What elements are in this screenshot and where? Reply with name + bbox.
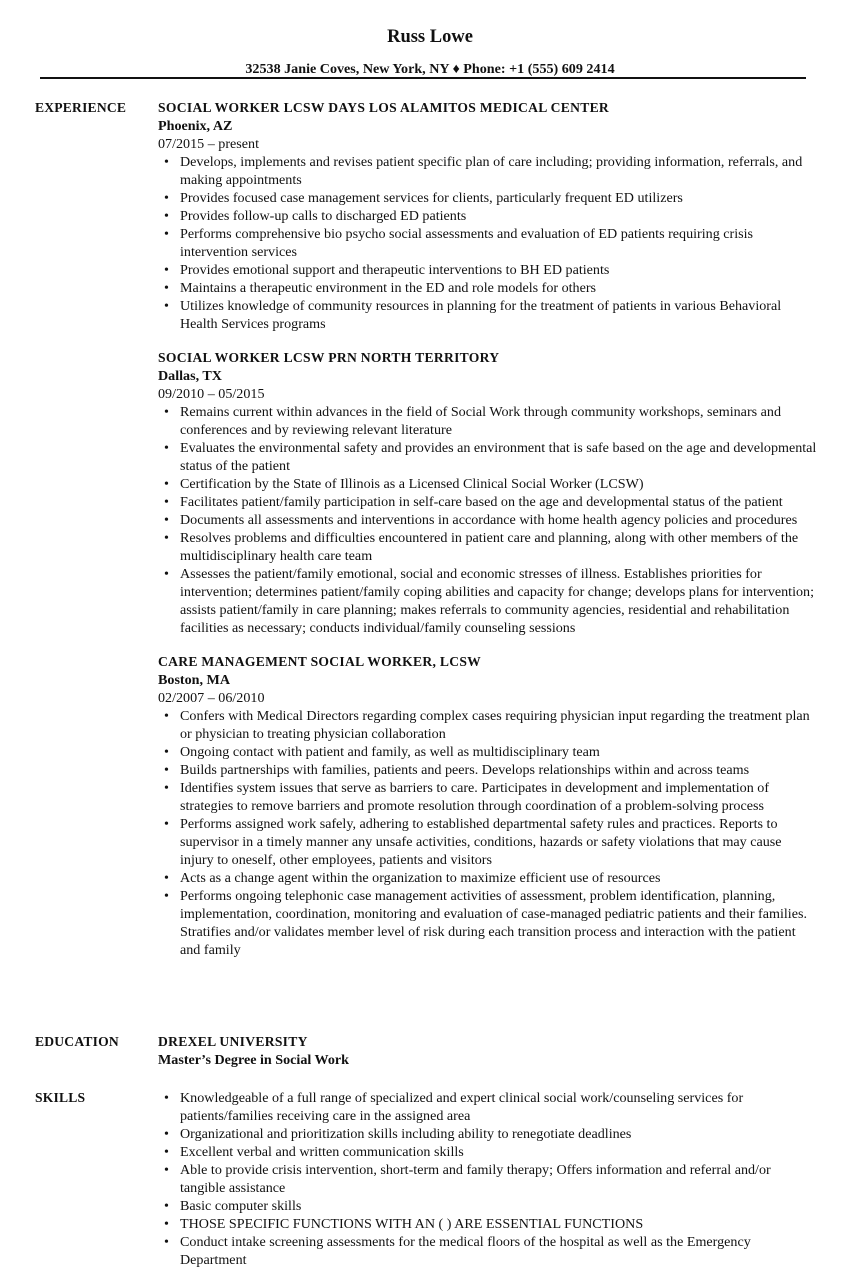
duty-item: • Acts as a change agent within the organization to maximize efficient use of resources xyxy=(158,869,818,887)
job-duties-list xyxy=(158,403,818,637)
skill-item: • Conduct intake screening assessments for the medical floors of the hospital as well as the Emergency Department xyxy=(158,1233,818,1269)
duty-item: • Builds partnerships with families, patients and peers. Develops relationships within and across teams xyxy=(158,761,818,779)
job-location: Dallas, TX xyxy=(158,368,222,384)
section-label-experience: EXPERIENCE xyxy=(35,100,127,115)
duty-item: • Evaluates the environmental safety and provides an environment that is safe based on the age and developmental status of the patient xyxy=(158,439,818,475)
duty-item: • Develops, implements and revises patient specific plan of care including; providing information, referrals, and making appointments xyxy=(158,153,818,189)
duty-item: • Assesses the patient/family emotional, social and economic stresses of illness. Establishes priorities for intervention; determines patient/family coping abilities and capacity for change; develops plans for intervention; assists patient/family in care planning; makes referrals to community agencies, residential and rehabilitation facilities as necessary; conducts individual/family counseling sessions xyxy=(158,565,818,637)
education-entry xyxy=(158,1033,818,1069)
job-location: Phoenix, AZ xyxy=(158,118,233,134)
job-title: SOCIAL WORKER LCSW PRN NORTH TERRITORY xyxy=(158,350,500,365)
duty-item: • Remains current within advances in the field of Social Work through community workshops, seminars and conferences and by reviewing relevant literature xyxy=(158,403,818,439)
job-duties-list xyxy=(158,153,818,333)
duty-item: • Resolves problems and difficulties encountered in patient care and planning, along with other members of the multidisciplinary health care team xyxy=(158,529,818,565)
job-title: CARE MANAGEMENT SOCIAL WORKER, LCSW xyxy=(158,654,482,669)
skill-item: • Basic computer skills xyxy=(158,1197,818,1215)
job-entry xyxy=(158,349,818,637)
duty-item: • Documents all assessments and interventions in accordance with home health agency policies and procedures xyxy=(158,511,818,529)
header-divider xyxy=(40,77,806,79)
duty-item: • Provides follow-up calls to discharged ED patients xyxy=(158,207,818,225)
job-dates: 02/2007 – 06/2010 xyxy=(158,690,265,706)
job-dates: 09/2010 – 05/2015 xyxy=(158,386,265,402)
duty-item: • Utilizes knowledge of community resources in planning for the treatment of patients in various Behavioral Health Services programs xyxy=(158,297,818,333)
candidate-name: Russ Lowe xyxy=(387,27,473,47)
job-entry xyxy=(158,99,818,333)
skill-item: • Able to provide crisis intervention, short-term and family therapy; Offers information and referral and/or tangible assistance xyxy=(158,1161,818,1197)
section-label-skills: SKILLS xyxy=(35,1090,86,1105)
duty-item: • Provides emotional support and therapeutic interventions to BH ED patients xyxy=(158,261,818,279)
duty-item: • Identifies system issues that serve as barriers to care. Participates in development and implementation of strategies to remove barriers and promote resolution through coordination of a problem-solving process xyxy=(158,779,818,815)
resume-header xyxy=(0,0,860,78)
school-name: DREXEL UNIVERSITY xyxy=(158,1034,308,1049)
experience-list xyxy=(158,99,818,959)
duty-item: • Ongoing contact with patient and family, as well as multidisciplinary team xyxy=(158,743,818,761)
degree: Master’s Degree in Social Work xyxy=(158,1052,350,1068)
duty-item: • Performs comprehensive bio psycho social assessments and evaluation of ED patients requiring crisis intervention services xyxy=(158,225,818,261)
job-dates: 07/2015 – present xyxy=(158,136,259,152)
contact-line: 32538 Janie Coves, New York, NY ♦ Phone: +1 (555) 609 2414 xyxy=(245,61,615,77)
skill-item: • Knowledgeable of a full range of specialized and expert clinical social work/counseling services for patients/families receiving care in the assigned area xyxy=(158,1089,818,1125)
skill-item: • THOSE SPECIFIC FUNCTIONS WITH AN ( ) ARE ESSENTIAL FUNCTIONS xyxy=(158,1215,818,1233)
job-title: SOCIAL WORKER LCSW DAYS LOS ALAMITOS MEDICAL CENTER xyxy=(158,100,610,115)
job-entry xyxy=(158,653,818,959)
skills-list xyxy=(158,1089,818,1269)
duty-item: • Maintains a therapeutic environment in the ED and role models for others xyxy=(158,279,818,297)
duty-item: • Certification by the State of Illinois as a Licensed Clinical Social Worker (LCSW) xyxy=(158,475,818,493)
duty-item: • Confers with Medical Directors regarding complex cases requiring physician input regarding the treatment plan or physician to treating physician collaboration xyxy=(158,707,818,743)
section-label-education: EDUCATION xyxy=(35,1034,119,1049)
duty-item: • Performs assigned work safely, adhering to established departmental safety rules and practices. Reports to supervisor in a timely manner any unsafe activities, conditions, hazards or safety violations that may cause injury to oneself, other employees, patients and visitors xyxy=(158,815,818,869)
skills-body xyxy=(158,1089,818,1269)
job-duties-list xyxy=(158,707,818,959)
job-location: Boston, MA xyxy=(158,672,231,688)
skill-item: • Organizational and prioritization skills including ability to renegotiate deadlines xyxy=(158,1125,818,1143)
duty-item: • Facilitates patient/family participation in self-care based on the age and developmental status of the patient xyxy=(158,493,818,511)
duty-item: • Provides focused case management services for clients, particularly frequent ED utilizers xyxy=(158,189,818,207)
duty-item: • Performs ongoing telephonic case management activities of assessment, problem identification, planning, implementation, coordination, monitoring and evaluation of case-managed pediatric patients and their families. Stratifies and/or validates member level of risk during each transition process and interaction with the patient and family xyxy=(158,887,818,959)
skill-item: • Excellent verbal and written communication skills xyxy=(158,1143,818,1161)
